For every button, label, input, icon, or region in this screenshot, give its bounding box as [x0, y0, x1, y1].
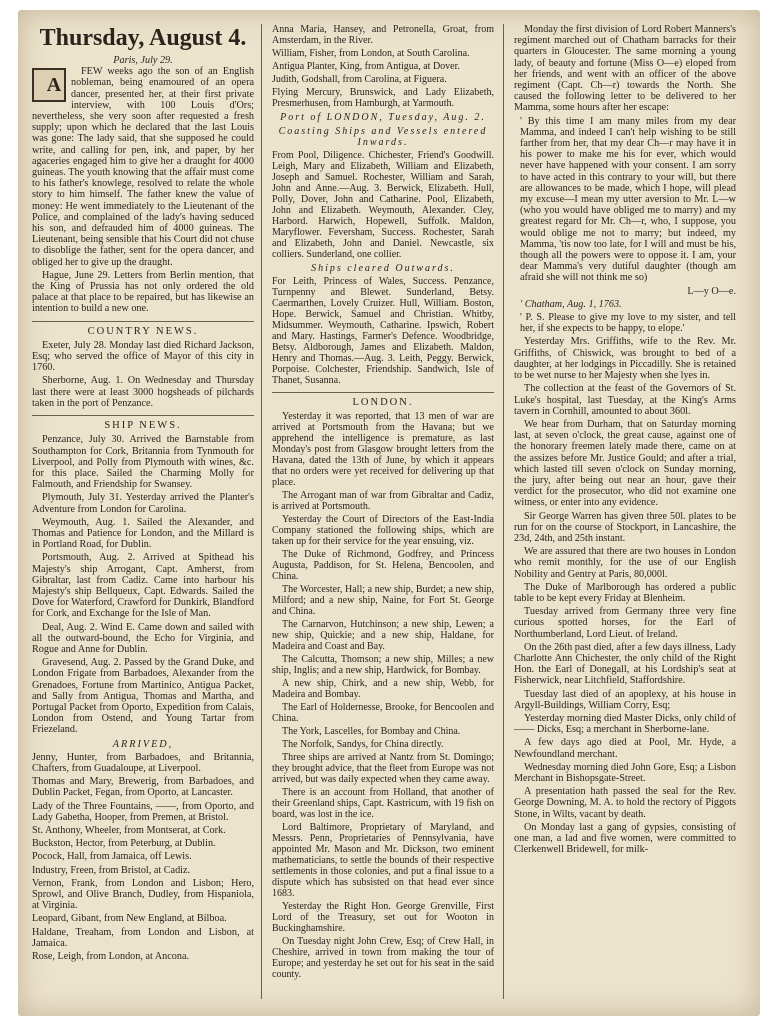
letter-signature: L—y O—e.: [687, 285, 736, 297]
article-paragraph: Three ships are arrived at Nantz from St. Domingo; they brought advice, that the fleet from Europe was not arrived, but was daily expected when they came away.: [272, 752, 494, 785]
article-paragraph: Yesterday morning died Master Dicks, only child of —— Dicks, Esq; a merchant in Sherborne-lane.: [514, 712, 736, 736]
article-paragraph: The collection at the feast of the Governors of St. Luke's hospital, last Tuesday, at the King's Arms tavern in Cornhill, amounted to about 360l.: [514, 383, 736, 417]
article-paragraph: The Earl of Holdernesse, Brooke, for Bencoolen and China.: [272, 702, 494, 724]
quoted-letter: ' By this time I am many miles from my dear Mamma, and indeed I can't help wishing to be still farther from her, that my dear Ch—r may have it in his power to make me his for ever, which would never have happened with your consent. I am sorry to have acted in this contrary to your will, but there are allowances to be made, which I hope, will plead my excuse—I mean my utter aversion to Mr. L—w (who you would have obliged me to marry) and my greatest regard for Mr. Ch—r, who, I suppose, you would oblige me not to marry; but indeed, my Mamma, 'tis now too late, for I will and must be his, though all the powers were to oppose it. I am, your dear Mamma's very dutiful daughter (though am afraid she will not think me so): [520, 115, 736, 284]
subheading-ships-cleared: Ships cleared Outwards.: [311, 263, 455, 274]
list-item: Lady of the Three Fountains, ——, from Oporto, and Lady Gabetha, Hooper, from Premen, at Bristol.: [32, 800, 254, 823]
article-paragraph: The Duke of Richmond, Godfrey, and Princess Augusta, Paddison, for St. Helena, Bencoolen, and China.: [272, 549, 494, 582]
article-paragraph: Plymouth, July 31. Yesterday arrived the Planter's Adventure from London for Carolina.: [32, 492, 254, 515]
article-paragraph: Wednesday morning died John Gore, Esq; a Lisbon Merchant in Bishopsgate-Street.: [514, 761, 736, 784]
section-heading-ship-news: SHIP NEWS.: [32, 415, 254, 431]
article-paragraph: Portsmouth, Aug. 2. Arrived at Spithead his Majesty's ship Arrogant, Capt. Amherst, from Gibraltar, last from Cadiz. Came into harbour his Majesty's ship Bellqueux, Capt. Edwards. Sailed the Dove for Waterford, Crawford for Dunkirk, Blandford for Cork, and Exchange for the Isle of Man.: [32, 552, 254, 620]
article-paragraph: On the 26th past died, after a few days illness, Lady Charlotte Ann Chichester, the only child of the Right Hon. the Earl of Donegall, at his Lordship's seat at Fisherwick, near Litchfield, Staffordshire.: [514, 641, 736, 687]
article-paragraph: Sir George Warren has given three 50l. plates to be run for on the course of Stockport, in Lancashire, the 23d, 24th, and 25th instant.: [514, 510, 736, 544]
list-item: Vernon, Frank, from London and Lisbon; Hero, Sprowl, and Olive Branch, Dudley, from Hispaniola, at Virginia.: [32, 877, 254, 912]
list-item: Anna Maria, Hansey, and Petronella, Groat, from Amsterdam, in the River.: [272, 24, 494, 46]
article-paragraph: There is an account from Holland, that another of their Greenland ships, Capt. Kastricum, with 19 fish on board, was lost in the ice.: [272, 787, 494, 820]
ornamental-initial: A: [32, 68, 66, 102]
article-paragraph: Weymouth, Aug. 1. Sailed the Alexander, and Thomas and Patience for London, and the Millard is in Portland Road, for Dublin.: [32, 516, 254, 551]
dateline-paris: Paris, July 29.: [113, 55, 173, 66]
article-paragraph: The Worcester, Hall; a new ship, Burdet; a new ship, Milford; and a new ship, Naine, for Fort St. George and China.: [272, 584, 494, 617]
article-paragraph: Sherborne, Aug. 1. On Wednesday and Thursday last there were at least 3000 hogsheads of pilchards taken in the port of Penzance.: [32, 375, 254, 409]
article-paragraph: On Monday last a gang of gypsies, consisting of one man, a lad and five women, were committed to Clerkenwell Bridewell, for milk-: [514, 821, 736, 856]
article-paragraph: The York, Lascelles, for Bombay and China.: [282, 726, 461, 737]
list-item: Pocock, Hall, from Jamaica, off Lewis.: [32, 851, 192, 863]
article-paragraph: The Carnarvon, Hutchinson; a new ship, Lewen; a new ship, Quickie; and a new ship, Haldane, for Madeira and Coast and Bay.: [272, 619, 494, 652]
column-1: [32, 24, 254, 964]
section-heading-country-news: COUNTRY NEWS.: [32, 321, 254, 337]
list-item: Flying Mercury, Brunswick, and Lady Elizabeth, Presmerhusen, from Hamburgh, at Yarmouth.: [272, 87, 494, 109]
article-paragraph: Yesterday the Right Hon. George Grenville, First Lord of the Treasury, set out for Wooton in Buckinghamshire.: [272, 901, 494, 934]
article-paragraph: From Pool, Diligence. Chichester, Friend's Goodwill. Leigh, Mary and Elizabeth, William and Elizabeth, Joseph and Samuel. Rochester, William and Sarah, John and Anne.—Aug. 3. Berwick, Elizabeth. Hull, Polly, Dover, John and Catharine. Pool, Elizabeth, John and Elizabeth. Weymouth, Alexander. Cley, Harbord. Harwich, Hopewell, Suffolk. Maldon, Maryflower. Feversham, Success. Rochester, Sarah and Elizabeth, John and Daniel. Newcastle, six colliers. Sunderland, one collier.: [272, 150, 494, 260]
list-item: Rose, Leigh, from London, at Ancona.: [32, 951, 190, 963]
list-item: St. Anthony, Wheeler, from Montserat, at Cork.: [32, 825, 226, 836]
article-paragraph: The Calcutta, Thomson; a new ship, Milles; a new ship, Inglis; and a new ship, Hardwick, for Bombay.: [272, 654, 494, 676]
column-3: [514, 24, 736, 857]
article-paragraph: FEW weeks ago the son of an English nobleman, being enamoured of an opera dancer, presented her, at their first private interview, with 100 Louis d'Ors; nevertheless, she very soon after requested a fresh supply; upon which he declared that the last Louis was gone: The lady said, that she supposed he could write, and calling for pen, ink, and paper, by her agaceries engaged him to give her a draught for 4000 guineas. The youth knowing that the affair must come to his father's knowlege, resolved to relate the whole story to him himself. The father knew the value of money: He went immediately to the Lieutenant of the Police, and complained of the lady's having seduced his son, and defrauded him of 4000 guineas. The Lieutenant, being sensible that his Court did not chuse to disoblige the father, sent for the opera dancer, and obliged her to give up the draught.: [32, 66, 254, 268]
list-item: Judith, Godshall, from Carolina, at Figuera.: [272, 74, 447, 85]
article-paragraph: Penzance, July 30. Arrived the Barnstable from Southampton for Cork, Britannia from Tynmouth for Liverpool, and Polly from Plymouth with wines, &c. for this place. Sailed the Charming Molly for Falmouth, and Friendship for Swansey.: [32, 434, 254, 491]
article-paragraph: Exeter, July 28. Monday last died Richard Jackson, Esq; who served the office of Mayor of this city in 1760.: [32, 339, 254, 374]
article-paragraph: We are assured that there are two houses in London who remit monthly, for the use of our English Nobility and Gentry at Paris, 80,000l.: [514, 546, 736, 580]
list-item: Leopard, Gibant, from New England, at Bilboa.: [32, 913, 227, 925]
article-paragraph: For Leith, Princess of Wales, Success. Penzance, Turnpenny and Blewet. Sunderland, Betsy. Caermarthen, Lovely Cruizer. Hull, William. Boston, Hope. Berwick, Samuel and Christian. Whitby, Midsummer. Weymouth, Catharine. Ipswich, Robert and Mary. Hastings, Farmer's Defence. Woodbridge, Betsy. Aldborough, James and Elizabeth. Maldon, Henry and Thomas.—Aug. 3. Leith, Peggy. Berwick, Porpoise. Colchester, Friendship. Sandwich, Isle of Thanet, Susanna.: [272, 276, 494, 386]
article-paragraph: Yesterday Mrs. Griffiths, wife to the Rev. Mr. Griffiths, of Chiswick, was brought to bed of a daughter, at her lodgings in Piccadilly. She is retained to be wet nurse to her Majesty when she lyes in.: [514, 336, 736, 382]
column-rule: [503, 24, 504, 999]
article-paragraph: Hague, June 29. Letters from Berlin mention, that the King of Prussia has not only ordered the old palace at that place to be repaired, but has likewise an intention to build a new one.: [32, 269, 254, 315]
section-heading-london: LONDON.: [272, 392, 494, 408]
list-item: Antigua Planter, King, from Antigua, at Dover.: [272, 61, 460, 72]
list-item: Jenny, Hunter, from Barbadoes, and Britannia, Chafters, from Guadaloupe, at Liverpool.: [32, 751, 254, 774]
subheading-port-of-london: Port of LONDON, Tuesday, Aug. 2.: [280, 112, 486, 123]
column-2: [272, 24, 494, 982]
article-paragraph: The Duke of Marlborough has ordered a public table to be kept every Friday at Blenheim.: [514, 581, 736, 604]
letter-postscript: ' P. S. Please to give my love to my sister, and tell her, if she expects to be happy, to elope.': [520, 312, 736, 335]
article-paragraph: Tuesday last died of an apoplexy, at his house in Argyll-Buildings, William Corry, Esq;: [514, 688, 736, 711]
article-paragraph: We hear from Durham, that on Saturday morning last, at seven o'clock, the great cause, against one of the honorary freemen lately made there, came on at the assizes before Mr. Justice Gould; and after a trial, which lasted till seven o'clock on Sunday morning, the jury, after being out near an hour, gave their verdict for the prosecutor, who did not examine one witness, or enter into any evidence.: [514, 418, 736, 509]
list-item: Industry, Freen, from Bristol, at Cadiz.: [32, 864, 191, 876]
article-paragraph: On Tuesday night John Crew, Esq; of Crew Hall, in Cheshire, arrived in town from making the tour of Europe; and yesterday he set out for his seat in the said county.: [272, 936, 494, 980]
list-item: Thomas and Mary, Brewerig, from Barbadoes, and Dublin Packet, Fegan, from Oporto, at Lancaster.: [32, 776, 254, 799]
article-paragraph: Yesterday the Court of Directors of the East-India Company stationed the following ships, which are taken up for their service for the year ensuing, viz.: [272, 514, 494, 547]
article-paragraph: Monday the first division of Lord Robert Manners's regiment marched out of Chatham barracks for their quarters in Gloucester. The same morning a young lady, of beauty and fortune (Miss O—e) eloped from her friends, and went with an officer of the above regiment (Capt. Ch—r) towards the North. She caused the following letter to be delivered to her Mamma, some hours after her escape:: [514, 24, 736, 114]
article-paragraph: Tuesday arrived from Germany three very fine curious spotted horses, for the Earl of Northumberland, Lord Lieut. of Ireland.: [514, 606, 736, 640]
column-rule: [261, 24, 262, 999]
article-paragraph: Lord Baltimore, Proprietary of Maryland, and Messrs. Penn, Proprietaries of Pennsylvania, have appointed Mr. Mason and Mr. Dickson, two eminent mathematicians, to settle the bounds of their respective settlements in those colonies, and put a final issue to a dispute which has subsisted on that head ever since 1683.: [272, 822, 494, 899]
article-paragraph: The Norfolk, Sandys, for China directly.: [282, 739, 444, 750]
list-item: William, Fisher, from London, at South Carolina.: [272, 48, 470, 59]
subheading-coasting-ships: Coasting Ships and Vessels entered Inwards.: [278, 126, 488, 148]
article-paragraph: Gravesend, Aug. 2. Passed by the Grand Duke, and London Frigate from Barbadoes, Alexander from the Grenadoes, Fortune from Martinico, Antigua Packet, and Sally from Antigua, Thomas and Martha, and Portugal Packet from Oporto, Expedition from Calais, London from Ostend, and Young Tartar from Friezeland.: [32, 657, 254, 736]
article-paragraph: A new ship, Chirk, and a new ship, Webb, for Madeira and Bombay.: [272, 678, 494, 700]
masthead-date: Thursday, August 4.: [39, 25, 247, 51]
article-paragraph: Deal, Aug. 2. Wind E. Came down and sailed with all the outward-bound, the Echo for Virginia, and Rogue and Anne for Dublin.: [32, 621, 254, 655]
subheading-arrived: ARRIVED,: [112, 738, 174, 750]
article-paragraph: The Arrogant man of war from Gibraltar and Cadiz, is arrived at Portsmouth.: [272, 490, 494, 512]
article-paragraph: A presentation hath passed the seal for the Rev. George Downing, M. A. to hold the rectory of Piggots Stone, in Wilts, vacant by death.: [514, 786, 736, 820]
newspaper-page: [18, 10, 760, 1016]
list-item: Haldane, Treaham, from London and Lisbon, at Jamaica.: [32, 926, 254, 949]
letter-date: ' Chatham, Aug. 1, 1763.: [520, 298, 622, 310]
list-item: Buckston, Hector, from Peterburg, at Dublin.: [32, 838, 216, 850]
article-paragraph: Yesterday it was reported, that 13 men of war are arrived at Portsmouth from the Havana; but we apprehend the intelligence is premature, as last Monday's post from Glasgow brought letters from the Havana, dated the 13th of June, by which it appears that no orders were yet received for delivering up that place.: [272, 411, 494, 488]
article-paragraph: A few days ago died at Pool, Mr. Hyde, a Newfoundland merchant.: [514, 737, 736, 760]
